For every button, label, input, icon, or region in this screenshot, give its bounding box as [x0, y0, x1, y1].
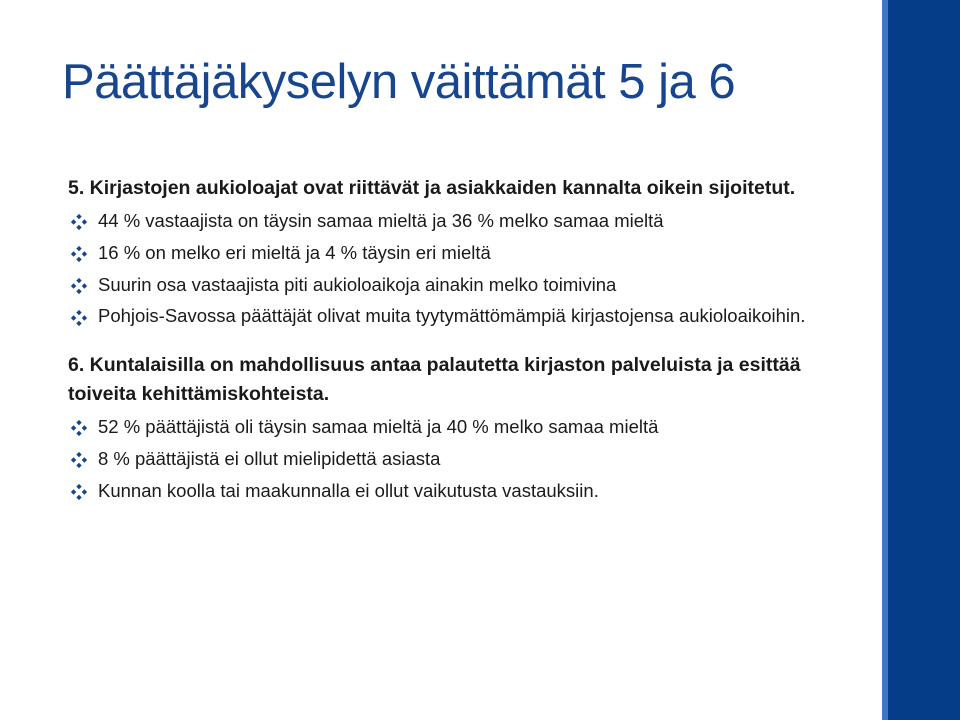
- list-item: [68, 443, 868, 475]
- four-diamond-bullet-icon: [70, 419, 88, 437]
- list-item-text: Kunnan koolla tai maakunnalla ei ollut vaikutusta vastauksiin.: [98, 480, 599, 501]
- four-diamond-bullet-icon: [70, 309, 88, 327]
- list-item: [68, 269, 868, 301]
- slide-content: [68, 174, 868, 507]
- list-item: [68, 475, 868, 507]
- list-item-text: 8 % päättäjistä ei ollut mielipidettä asiasta: [98, 448, 441, 469]
- list-item-text: Suurin osa vastaajista piti aukioloaikoja ainakin melko toimivina: [98, 274, 617, 295]
- four-diamond-bullet-icon: [70, 451, 88, 469]
- list-item-text: 44 % vastaajista on täysin samaa mieltä ja 36 % melko samaa mieltä: [98, 210, 664, 231]
- four-diamond-bullet-icon: [70, 277, 88, 295]
- list-item: [68, 205, 868, 237]
- four-diamond-bullet-icon: [70, 245, 88, 263]
- list-item: [68, 411, 868, 443]
- sidebar-stripe: [888, 0, 960, 720]
- four-diamond-bullet-icon: [70, 483, 88, 501]
- four-diamond-bullet-icon: [70, 213, 88, 231]
- section5-heading: 5. Kirjastojen aukioloajat ovat riittävät ja asiakkaiden kannalta oikein sijoitetut.: [68, 177, 796, 199]
- section6-heading: 6. Kuntalaisilla on mahdollisuus antaa palautetta kirjaston palveluista ja esittää toiveita kehittämiskohteista.: [68, 354, 801, 405]
- list-item-text: Pohjois-Savossa päättäjät olivat muita tyytymättömämpiä kirjastojensa aukioloaikoihin.: [98, 305, 806, 326]
- list-item-text: 16 % on melko eri mieltä ja 4 % täysin eri mieltä: [98, 242, 491, 263]
- list-item: [68, 301, 868, 331]
- section6-bullet-list: [68, 411, 868, 507]
- list-item: [68, 237, 868, 269]
- list-item-text: 52 % päättäjistä oli täysin samaa mieltä ja 40 % melko samaa mieltä: [98, 416, 659, 437]
- section5-bullet-list: [68, 205, 868, 331]
- slide-title: Päättäjäkyselyn väittämät 5 ja 6: [62, 55, 736, 109]
